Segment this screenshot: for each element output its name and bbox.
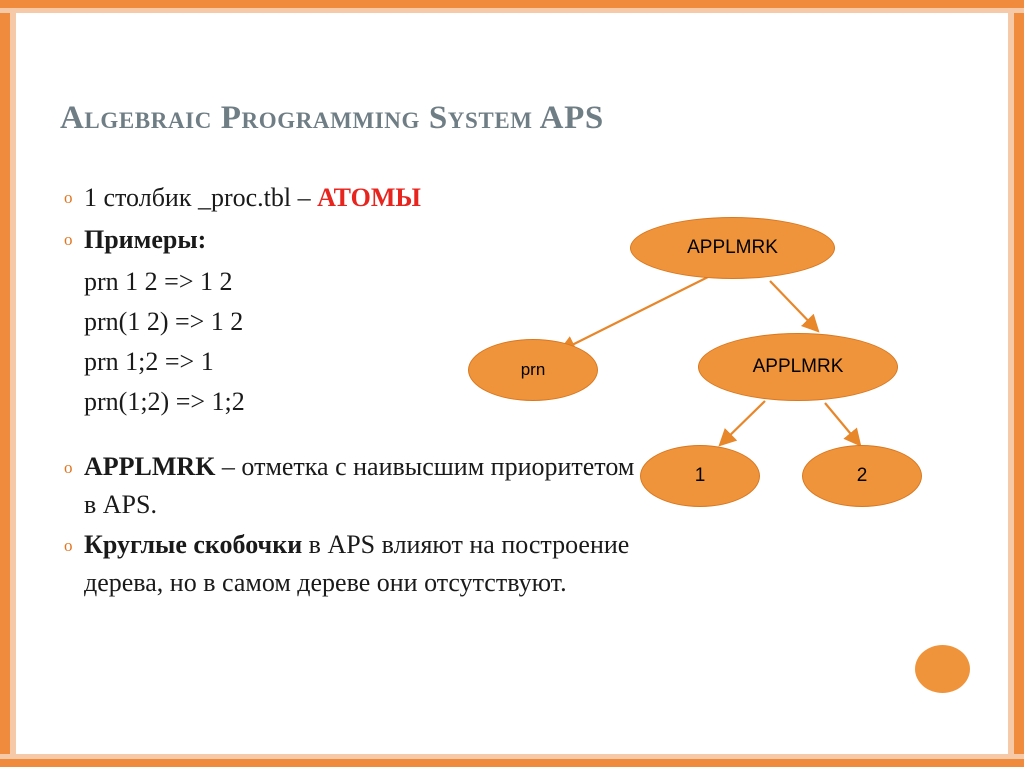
decorative-circle (915, 645, 970, 693)
bullet-icon: o (64, 188, 73, 207)
note-applmrk-term: APPLMRK (84, 452, 216, 481)
diagram-node-prn: prn (468, 339, 598, 401)
bullet-highlight-atoms: АТОМЫ (317, 183, 421, 212)
edge-root-to-prn (560, 277, 708, 351)
bullet-icon: o (64, 458, 73, 477)
diagram-node-one: 1 (640, 445, 760, 507)
diagram-node-two: 2 (802, 445, 922, 507)
example-line-3: prn 1;2 => 1 (84, 347, 214, 376)
bullet-prefix-atoms: 1 столбик _proc.tbl – (84, 183, 318, 212)
note-parentheses-term: Круглые скобочки (84, 530, 303, 559)
example-line-1: prn 1 2 => 1 2 (84, 267, 233, 296)
slide-border-right-inner (1008, 0, 1014, 767)
slide-border-bottom-inner (0, 754, 1024, 759)
syntax-tree-diagram (440, 205, 960, 545)
slide-border-right (1014, 0, 1024, 767)
diagram-node-root: APPLMRK (630, 217, 835, 279)
bullet-icon: o (64, 230, 73, 249)
edge-applmrk2-to-two (825, 403, 860, 445)
slide-border-top-inner (0, 8, 1024, 13)
bullet-text-examples-heading: Примеры: (84, 225, 207, 254)
slide-border-top (0, 0, 1024, 8)
diagram-node-applmrk-child: APPLMRK (698, 333, 898, 401)
page-title: Algebraic Programming System APS (60, 100, 604, 136)
slide-border-left-inner (10, 0, 16, 767)
edge-root-to-applmrk2 (770, 281, 818, 331)
bullet-icon: o (64, 536, 73, 555)
note-applmrk-rest: – отметка с наивысшим приоритетом в APS. (84, 452, 635, 519)
note-parentheses-rest: в APS влияют на построение дерева, но в самом дереве они отсутствуют. (84, 530, 630, 597)
example-line-4: prn(1;2) => 1;2 (84, 387, 245, 416)
example-line-2: prn(1 2) => 1 2 (84, 307, 244, 336)
edge-applmrk2-to-one (720, 401, 765, 445)
slide-border-bottom (0, 759, 1024, 767)
slide-border-left (0, 0, 10, 767)
